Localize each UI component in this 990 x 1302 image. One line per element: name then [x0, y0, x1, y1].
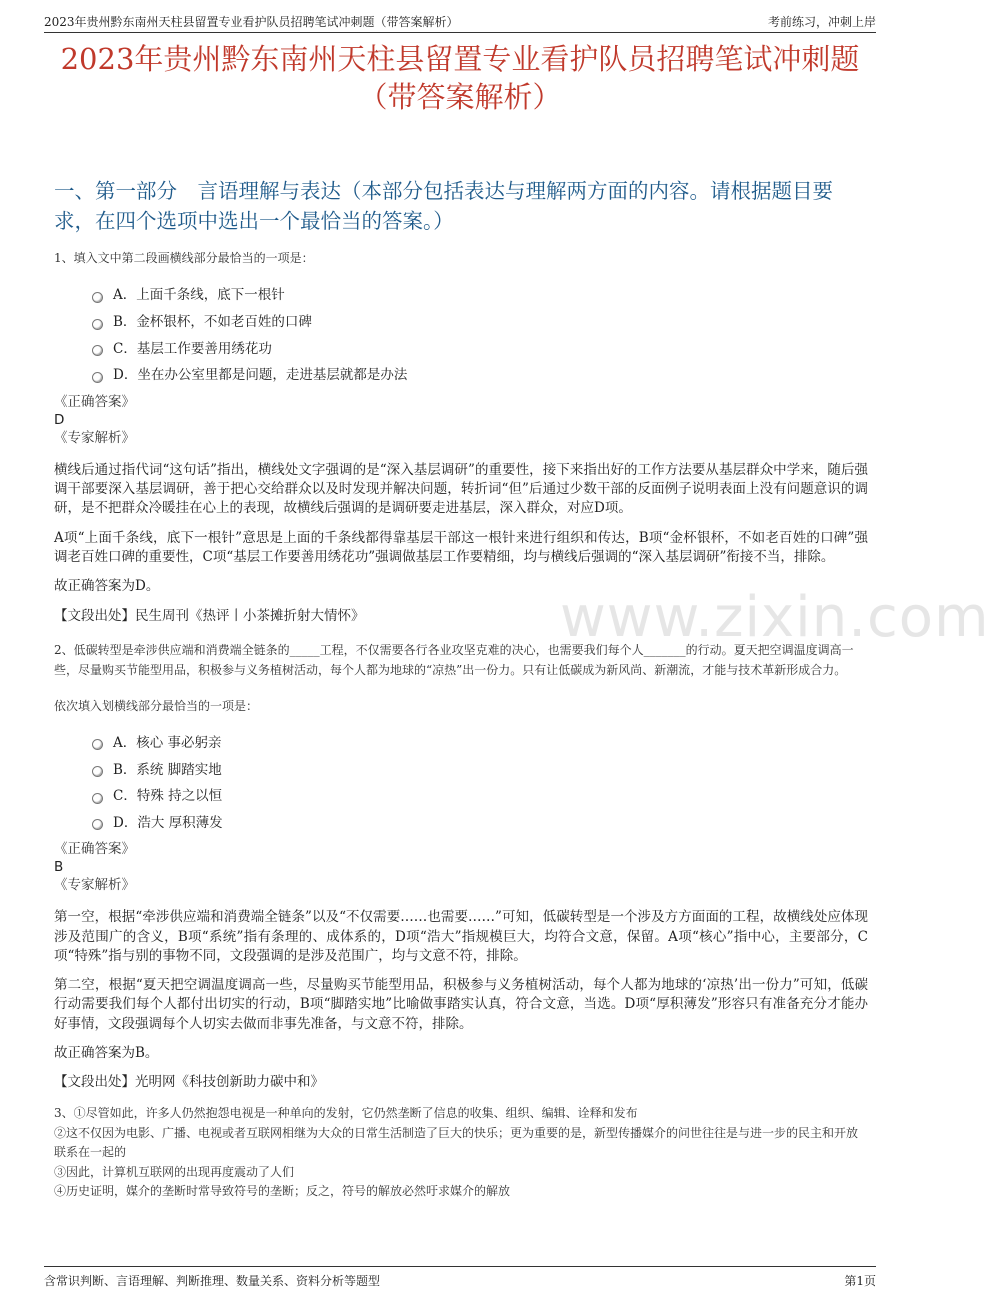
option-b[interactable]	[92, 309, 868, 336]
analysis-paragraph: A项“上面千条线，底下一根针”意思是上面的千条线都得靠基层干部这一根针来进行组织和传达，B项“金杯银杯，不如老百姓的口碑”强调老百姓口碑的重要性，C项“基层工作要善用绣花功”强调做基层工作要精细，均与横线后强调的“深入基层调研”衔接不当，排除。	[54, 529, 868, 565]
answer-value: D	[54, 411, 65, 428]
conclusion: 故正确答案为B。	[54, 1045, 159, 1062]
question-1	[54, 248, 868, 626]
header-slogan: 考前练习，冲刺上岸	[767, 15, 876, 29]
option-label: A．核心 事必躬亲	[113, 734, 222, 751]
analysis-paragraph: 横线后通过指代词“这句话”指出，横线处文字强调的是“深入基层调研”的重要性，接下来指出好的工作方法要从基层群众中学来，随后强调干部要深入基层调研，善于把心交给群众以及时发现并解决问题，转折词“但”后通过少数干部的反面例子说明表面上没有问题意识的调研，是不把群众冷暖挂在心上的表现，故横线后强调的是调研要走进基层，深入群众，对应D项。	[54, 461, 868, 517]
option-a[interactable]	[92, 282, 868, 309]
footer-description: 含常识判断、言语理解、判断推理、数量关系、资料分析等题型	[44, 1274, 381, 1288]
header-doc-title: 2023年贵州黔东南州天柱县留置专业看护队员招聘笔试冲刺题（带答案解析）	[44, 15, 459, 29]
question-3-line: ②这不仅因为电影、广播、电视或者互联网相继为大众的日常生活制造了巨大的快乐；更为重要的是，新型传播媒介的问世往往是与进一步的民主和开放联系在一起的	[54, 1125, 859, 1160]
title-line-1: 2023年贵州黔东南州天柱县留置专业看护队员招聘笔试冲刺题	[60, 42, 860, 76]
source-citation: 【文段出处】光明网《科技创新助力碳中和》	[54, 1074, 324, 1091]
question-1-options	[92, 282, 868, 389]
option-a[interactable]	[92, 730, 868, 757]
conclusion: 故正确答案为D。	[54, 578, 160, 595]
question-3-line: 3、①尽管如此，许多人仍然抱怨电视是一种单向的发射，它仍然垄断了信息的收集、组织、编辑、诠释和发布	[54, 1106, 638, 1121]
question-3	[54, 1104, 868, 1202]
radio-icon[interactable]	[92, 739, 103, 750]
option-label: D．坐在办公室里都是问题，走进基层就都是办法	[113, 367, 408, 384]
document-title	[40, 40, 880, 116]
section-heading: 一、第一部分 言语理解与表达（本部分包括表达与理解两方面的内容。请根据题目要求，在四个选项中选出一个最恰当的答案。）	[54, 179, 833, 233]
question-2-options	[92, 730, 868, 837]
question-3-line: ④历史证明，媒介的垄断时常导致符号的垄断；反之，符号的解放必然吁求媒介的解放	[54, 1184, 511, 1199]
option-d[interactable]	[92, 362, 868, 389]
page-header	[44, 10, 876, 33]
radio-icon[interactable]	[92, 819, 103, 830]
question-2-prompt: 依次填入划横线部分最恰当的一项是：	[54, 698, 259, 713]
option-c[interactable]	[92, 783, 868, 810]
option-c[interactable]	[92, 335, 868, 362]
question-2	[54, 640, 868, 1093]
answer-label: 《正确答案》	[54, 393, 135, 410]
option-label: C．基层工作要善用绣花功	[113, 340, 272, 357]
radio-icon[interactable]	[92, 766, 103, 777]
main-content	[54, 248, 868, 1202]
page-footer	[44, 1266, 876, 1291]
option-b[interactable]	[92, 756, 868, 783]
source-citation: 【文段出处】民生周刊《热评丨小茶摊折射大情怀》	[54, 607, 365, 624]
radio-icon[interactable]	[92, 345, 103, 356]
title-line-2: （带答案解析）	[358, 80, 562, 114]
radio-icon[interactable]	[92, 319, 103, 330]
question-3-line: ③因此，计算机互联网的出现再度震动了人们	[54, 1164, 295, 1179]
option-label: D．浩大 厚积薄发	[113, 814, 223, 831]
analysis-paragraph: 第一空，根据“牵涉供应端和消费端全链条”以及“不仅需要……也需要……”可知，低碳转型是一个涉及方方面面的工程，故横线处应体现涉及范围广的含义，B项“系统”指有条理的、成体系的，D项“浩大”指规模巨大，均符合文意，保留。A项“核心”指中心，主要部分，C项“特殊”指与别的事物不同，文段强调的是涉及范围广，均与文意不符，排除。	[54, 909, 868, 964]
analysis-label: 《专家解析》	[54, 429, 135, 446]
option-d[interactable]	[92, 810, 868, 837]
radio-icon[interactable]	[92, 372, 103, 383]
option-label: B．金杯银杯，不如老百姓的口碑	[113, 314, 312, 331]
page-number: 第1页	[844, 1274, 876, 1288]
radio-icon[interactable]	[92, 292, 103, 303]
watermark: www.zixin.com	[560, 585, 990, 650]
question-1-stem: 1、填入文中第二段画横线部分最恰当的一项是：	[54, 251, 314, 265]
option-label: C．特殊 持之以恒	[113, 788, 223, 805]
answer-value: B	[54, 859, 64, 876]
analysis-paragraph: 第二空，根据“夏天把空调温度调高一些，尽量购买节能型用品，积极参与义务植树活动，每个人都为地球的‘凉热’出一份力”可知，低碳行动需要我们每个人都付出切实的行动，B项“脚踏实地”比喻做事踏实认真，符合文意，当选。D项“厚积薄发”形容只有准备充分才能办好事情，文段强调每个人切实去做而非事先准备，与文意不符，排除。	[54, 977, 868, 1032]
analysis-label: 《专家解析》	[54, 877, 135, 894]
question-2-stem: 2、低碳转型是牵涉供应端和消费端全链条的_____工程，不仅需要各行各业攻坚克难的决心，也需要我们每个人_______的行动。夏天把空调温度调高一些，尽量购买节能型用品，积极参与义务植树活动，每个人都为地球的“凉热”出一份力。只有让低碳成为新风尚、新潮流，才能与技术革新形成合力。	[54, 642, 854, 677]
option-label: A．上面千条线，底下一根针	[113, 287, 285, 304]
answer-label: 《正确答案》	[54, 841, 135, 858]
option-label: B．系统 脚踏实地	[113, 761, 222, 778]
radio-icon[interactable]	[92, 793, 103, 804]
